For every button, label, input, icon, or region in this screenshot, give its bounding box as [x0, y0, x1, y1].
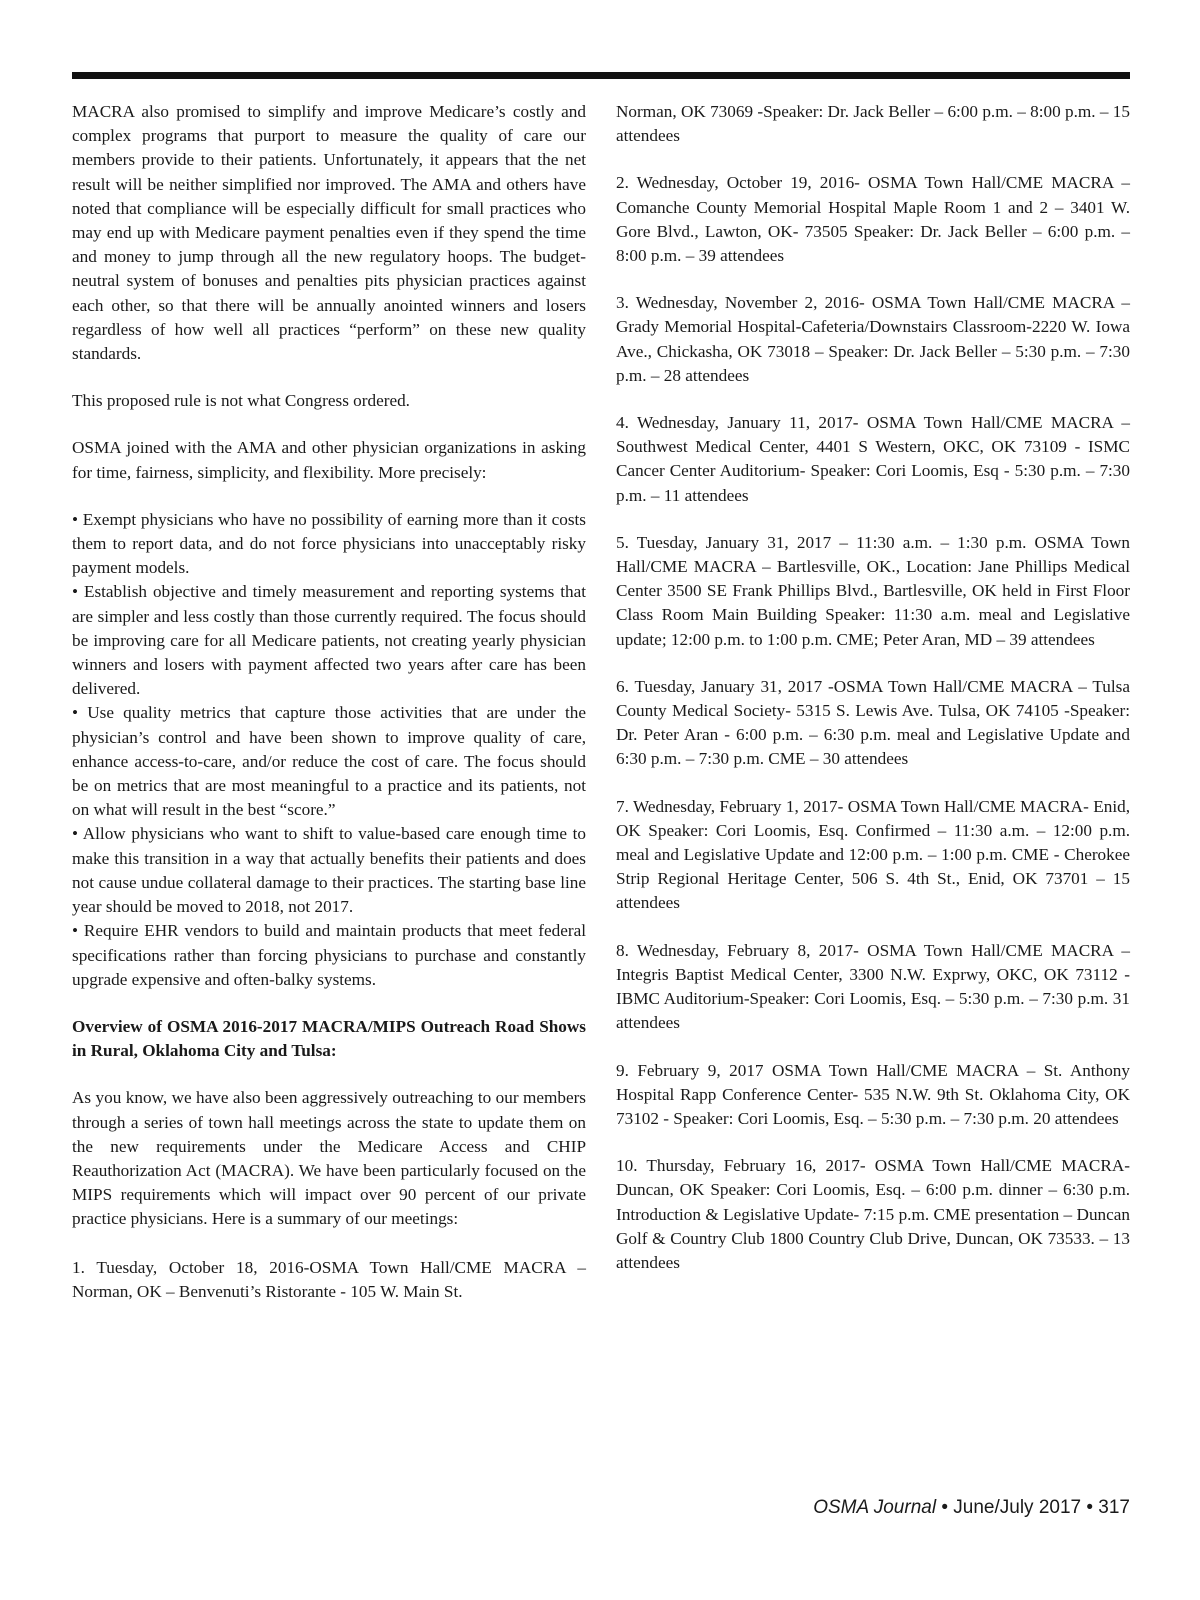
bullet-item: • Use quality metrics that capture those activities that are under the physician’s control and have been shown to improve quality of care, enhance access-to-care, and/or reduce the cost of care. The focus should be on metrics that are most meaningful to a practice and its patients, not on what will result in the best “score.”	[72, 703, 586, 820]
event-item: 1. Tuesday, October 18, 2016-OSMA Town Hall/CME MACRA – Norman, OK – Benvenuti’s Ristorante - 105 W. Main St.	[72, 1257, 586, 1301]
event-item: 9. February 9, 2017 OSMA Town Hall/CME MACRA – St. Anthony Hospital Rapp Conference Center- 535 N.W. 9th St. Oklahoma City, OK 73102 - Speaker: Cori Loomis, Esq. – 5:30 p.m. – 7:30 p.m. 20 attendees	[616, 1060, 1130, 1128]
event-item: 2. Wednesday, October 19, 2016- OSMA Town Hall/CME MACRA – Comanche County Memorial Hospital Maple Room 1 and 2 – 3401 W. Gore Blvd., Lawton, OK- 73505 Speaker: Dr. Jack Beller – 6:00 p.m. – 8:00 p.m. – 39 attendees	[616, 173, 1130, 266]
paragraph-not-ordered: This proposed rule is not what Congress ordered.	[72, 391, 410, 411]
issue-and-page: • June/July 2017 • 317	[936, 1497, 1130, 1518]
bullet-item: • Exempt physicians who have no possibility of earning more than it costs them to report data, and do not force physicians into unacceptably risky payment models.	[72, 509, 586, 578]
right-column	[616, 100, 1130, 1327]
event-item: 5. Tuesday, January 31, 2017 – 11:30 a.m. – 1:30 p.m. OSMA Town Hall/CME MACRA – Bartlesville, OK., Location: Jane Phillips Medical Center 3500 SE Frank Phillips Blvd., Bartlesville, OK held in First Floor Class Room Main Building Speaker: 11:30 a.m. meal and Legislative update; 12:00 p.m. to 1:00 p.m. CME; Peter Aran, MD – 39 attendees	[616, 532, 1130, 649]
bullet-item: • Require EHR vendors to build and maintain products that meet federal specifications rather than forcing physicians to purchase and constantly upgrade expensive and often-balky systems.	[72, 921, 586, 989]
paragraph-osma-joined: OSMA joined with the AMA and other physician organizations in asking for time, fairness, simplicity, and flexibility. More precisely:	[72, 438, 586, 482]
event-item: 6. Tuesday, January 31, 2017 -OSMA Town Hall/CME MACRA – Tulsa County Medical Society- 5315 S. Lewis Ave. Tulsa, OK 74105 -Speaker: Dr. Peter Aran - 6:00 p.m. – 6:30 p.m. meal and Legislative Update and 6:30 p.m. – 7:30 p.m. CME – 30 attendees	[616, 676, 1130, 769]
paragraph-outreach: As you know, we have also been aggressively outreaching to our members through a series of town hall meetings across the state to update them on the new requirements under the Medicare Access and CHIP Reauthorization Act (MACRA). We have been particularly focused on the MIPS requirements which will impact over 90 percent of our private practice physicians. Here is a summary of our meetings:	[72, 1088, 586, 1229]
journal-name: OSMA Journal	[813, 1497, 937, 1518]
top-rule	[72, 72, 1130, 79]
event-item: 8. Wednesday, February 8, 2017- OSMA Town Hall/CME MACRA – Integris Baptist Medical Center, 3300 N.W. Exprwy, OKC, OK 73112 - IBMC Auditorium-Speaker: Cori Loomis, Esq. – 5:30 p.m. – 7:30 p.m. 31 attendees	[616, 940, 1130, 1033]
left-column	[72, 100, 586, 1327]
bullet-item: • Allow physicians who want to shift to value-based care enough time to make this transition in a way that actually benefits their patients and does not cause undue collateral damage to their practices. The starting base line year should be moved to 2018, not 2017.	[72, 824, 586, 917]
event-item: 4. Wednesday, January 11, 2017- OSMA Town Hall/CME MACRA – Southwest Medical Center, 4401 S Western, OKC, OK 73109 - ISMC Cancer Center Auditorium- Speaker: Cori Loomis, Esq - 5:30 p.m. – 7:30 p.m. – 11 attendees	[616, 413, 1130, 505]
paragraph-macra-promise: MACRA also promised to simplify and improve Medicare’s costly and complex programs that purport to measure the quality of care our members provide to their patients. Unfortunately, it appears that the net result will be neither simplified nor improved. The AMA and others have noted that compliance will be especially difficult for small practices who may end up with Medicare payment penalties even if they spend the time and money to jump through all the new regulatory hoops. The budget-neutral system of bonuses and penalties pits physician practices against each other, so that there will be annually anointed winners and losers regardless of how well all practices “perform” on these new quality standards.	[72, 102, 586, 364]
event-item: 10. Thursday, February 16, 2017- OSMA Town Hall/CME MACRA- Duncan, OK Speaker: Cori Loomis, Esq. – 6:00 p.m. dinner – 6:30 p.m. Introduction & Legislative Update- 7:15 p.m. CME presentation – Duncan Golf & Country Club 1800 Country Club Drive, Duncan, OK 73533. – 13 attendees	[616, 1156, 1130, 1272]
event-item: 3. Wednesday, November 2, 2016- OSMA Town Hall/CME MACRA – Grady Memorial Hospital-Cafeteria/Downstairs Classroom-2220 W. Iowa Ave., Chickasha, OK 73018 – Speaker: Dr. Jack Beller – 5:30 p.m. – 7:30 p.m. – 28 attendees	[616, 293, 1130, 385]
event-item: 7. Wednesday, February 1, 2017- OSMA Town Hall/CME MACRA- Enid, OK Speaker: Cori Loomis, Esq. Confirmed – 11:30 a.m. – 12:00 p.m. meal and Legislative Update and 12:00 p.m. – 1:00 p.m. CME - Cherokee Strip Regional Heritage Center, 506 S. 4th St., Enid, OK 73701 – 15 attendees	[616, 796, 1130, 913]
overview-heading: Overview of OSMA 2016-2017 MACRA/MIPS Outreach Road Shows in Rural, Oklahoma City and Tulsa:	[72, 1016, 586, 1061]
article-columns	[72, 100, 1130, 1327]
page-footer	[813, 1497, 1130, 1519]
bullet-item: • Establish objective and timely measurement and reporting systems that are simpler and less costly than those currently required. The focus should be improving care for all Medicare patients, not creating yearly physician winners and losers with payment affected two years after care has been delivered.	[72, 582, 586, 699]
event-item: Norman, OK 73069 -Speaker: Dr. Jack Beller – 6:00 p.m. – 8:00 p.m. – 15 attendees	[616, 102, 1130, 146]
